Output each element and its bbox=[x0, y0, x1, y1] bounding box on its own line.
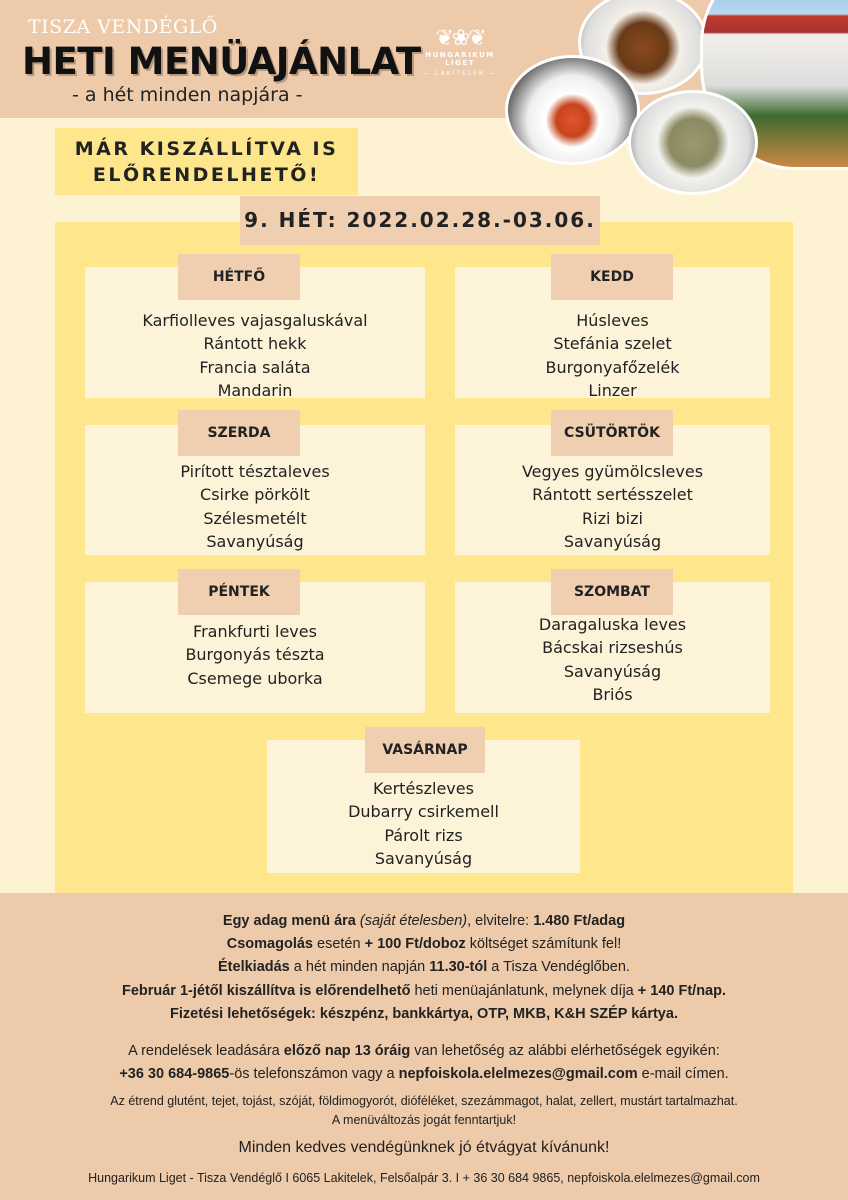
email-address: nepfoiskola.elelmezes@gmail.com bbox=[398, 1066, 638, 1082]
day-name: VASÁRNAP bbox=[365, 727, 485, 773]
photo-pasta bbox=[505, 55, 640, 165]
day-name: KEDD bbox=[551, 254, 673, 300]
menu-item: Csemege uborka bbox=[187, 668, 323, 688]
greeting: Minden kedves vendégünknek jó étvágyat kívánunk! bbox=[238, 1139, 610, 1156]
pricing-info bbox=[0, 910, 848, 1026]
menu-item: Burgonyás tészta bbox=[185, 645, 325, 665]
promo-line: ELŐRENDELHETŐ! bbox=[92, 164, 321, 186]
day-card-4 bbox=[85, 582, 425, 713]
day-card-1 bbox=[455, 267, 770, 398]
page-title: HETI MENÜAJÁNLAT bbox=[22, 40, 421, 83]
brand-name: TISZA VENDÉGLŐ bbox=[28, 16, 218, 38]
ordering-info bbox=[0, 1040, 848, 1086]
info-text: (saját ételesben) bbox=[359, 913, 468, 929]
info-text: Egy adag menü ára bbox=[222, 913, 360, 929]
info-line: A menüváltozás jogát fenntartjuk! bbox=[331, 1113, 517, 1127]
menu-item: Rántott sertésszelet bbox=[532, 485, 693, 505]
info-text: 11.30-tól bbox=[429, 959, 488, 976]
menu-items bbox=[85, 460, 425, 553]
info-text: a Tisza Vendéglőben. bbox=[487, 959, 630, 976]
menu-item: Stefánia szelet bbox=[553, 334, 672, 354]
menu-items bbox=[455, 460, 770, 553]
menu-item: Daragaluska leves bbox=[538, 615, 687, 634]
day-card-6 bbox=[267, 740, 580, 873]
menu-items bbox=[455, 613, 770, 706]
day-name: HÉTFŐ bbox=[178, 254, 300, 300]
menu-item: Savanyúság bbox=[563, 661, 662, 681]
day-name: SZERDA bbox=[178, 410, 300, 456]
menu-item: Dubarry csirkemell bbox=[348, 802, 499, 822]
info-text: heti menüajánlatunk, melynek díja bbox=[410, 982, 638, 999]
day-card-0 bbox=[85, 267, 425, 398]
info-text: + 100 Ft/doboz bbox=[364, 936, 466, 953]
day-card-5 bbox=[455, 582, 770, 713]
menu-item: Francia saláta bbox=[199, 357, 311, 377]
day-card-3 bbox=[455, 425, 770, 555]
info-text: Ételkiadás bbox=[218, 959, 290, 976]
phone-number: +36 30 684-9865 bbox=[119, 1066, 230, 1082]
menu-items bbox=[85, 620, 425, 690]
menu-item: Csirke pörkölt bbox=[200, 485, 310, 505]
info-line bbox=[0, 910, 848, 933]
info-text: + 140 Ft/nap. bbox=[637, 982, 727, 999]
menu-items bbox=[267, 777, 580, 870]
info-text: a hét minden napján bbox=[289, 959, 430, 976]
info-text: e-mail címen. bbox=[637, 1066, 729, 1082]
info-line: Az étrend glutént, tejet, tojást, szóját, földimogyorót, dióféléket, szezámmagot, halat, zellert, mustárt tartalmazhat. bbox=[110, 1094, 738, 1108]
info-text: A rendelések leadására bbox=[128, 1043, 284, 1059]
menu-item: Pirított tésztaleves bbox=[180, 462, 330, 481]
menu-item: Savanyúság bbox=[206, 531, 304, 551]
info-text: költséget számítunk fel! bbox=[465, 936, 622, 953]
menu-item: Vegyes gyümölcsleves bbox=[521, 462, 704, 481]
info-line bbox=[0, 980, 848, 1003]
info-line bbox=[0, 1003, 848, 1026]
day-name: SZOMBAT bbox=[551, 569, 673, 615]
menu-item: Savanyúság bbox=[374, 848, 473, 868]
info-text: van lehetőség az alábbi elérhetőségek egyikén: bbox=[410, 1043, 720, 1059]
info-text: , elvitelre: bbox=[467, 913, 534, 929]
menu-item: Linzer bbox=[588, 380, 637, 400]
menu-item: Burgonyafőzelék bbox=[545, 357, 680, 377]
info-text: előző nap 13 óráig bbox=[283, 1043, 411, 1059]
info-line bbox=[0, 1040, 848, 1063]
info-line bbox=[0, 1063, 848, 1086]
info-text: Fizetési lehetőségek: készpénz, bankkártya, OTP, MKB, K&H SZÉP kártya. bbox=[170, 1005, 678, 1022]
menu-item: Bácskai rizseshús bbox=[542, 638, 683, 658]
menu-item: Rizi bizi bbox=[582, 508, 643, 528]
menu-item: Húsleves bbox=[576, 311, 649, 330]
menu-item: Briós bbox=[592, 684, 633, 704]
info-text: 1.480 Ft/adag bbox=[533, 913, 626, 929]
info-text: -ös telefonszámon vagy a bbox=[229, 1066, 399, 1082]
logo-text: HUNGARIKUM LIGET bbox=[425, 51, 495, 67]
info-line bbox=[0, 956, 848, 979]
day-card-2 bbox=[85, 425, 425, 555]
menu-item: Rántott hekk bbox=[203, 334, 307, 354]
day-name: CSÜTÖRTÖK bbox=[551, 410, 673, 456]
photo-soup bbox=[628, 90, 758, 195]
info-text: Február 1-jétől kiszállítva is előrendelhető bbox=[121, 982, 411, 999]
menu-item: Frankfurti leves bbox=[193, 622, 317, 641]
promo-line: MÁR KISZÁLLÍTVA IS bbox=[74, 138, 339, 160]
info-text: Csomagolás bbox=[226, 936, 313, 953]
menu-item: Kertészleves bbox=[373, 779, 474, 798]
menu-item: Savanyúság bbox=[563, 531, 662, 551]
menu-item: Karfiolleves vajasgaluskával bbox=[142, 311, 368, 330]
menu-item: Párolt rizs bbox=[384, 825, 463, 845]
menu-item: Mandarin bbox=[217, 380, 293, 400]
menu-items bbox=[455, 309, 770, 402]
info-line bbox=[0, 933, 848, 956]
info-text: esetén bbox=[312, 936, 365, 953]
hungarikum-liget-logo bbox=[410, 26, 510, 77]
preorder-banner bbox=[55, 128, 358, 195]
menu-items bbox=[85, 309, 425, 402]
menu-item: Szélesmetélt bbox=[203, 508, 307, 528]
page-subtitle: - a hét minden napjára - bbox=[72, 84, 303, 106]
logo-subtext: — LAKITELEK — bbox=[423, 70, 497, 77]
week-label: 9. HÉT: 2022.02.28.-03.06. bbox=[240, 196, 600, 245]
footer-contact: Hungarikum Liget - Tisza Vendéglő I 6065 Lakitelek, Felsőalpár 3. I + 36 30 684 9865, nepfoiskola.elelmezes@gmail.com bbox=[88, 1171, 760, 1185]
ornament-icon: ❦❀❦ bbox=[435, 26, 485, 51]
day-name: PÉNTEK bbox=[178, 569, 300, 615]
allergen-info bbox=[0, 1092, 848, 1130]
